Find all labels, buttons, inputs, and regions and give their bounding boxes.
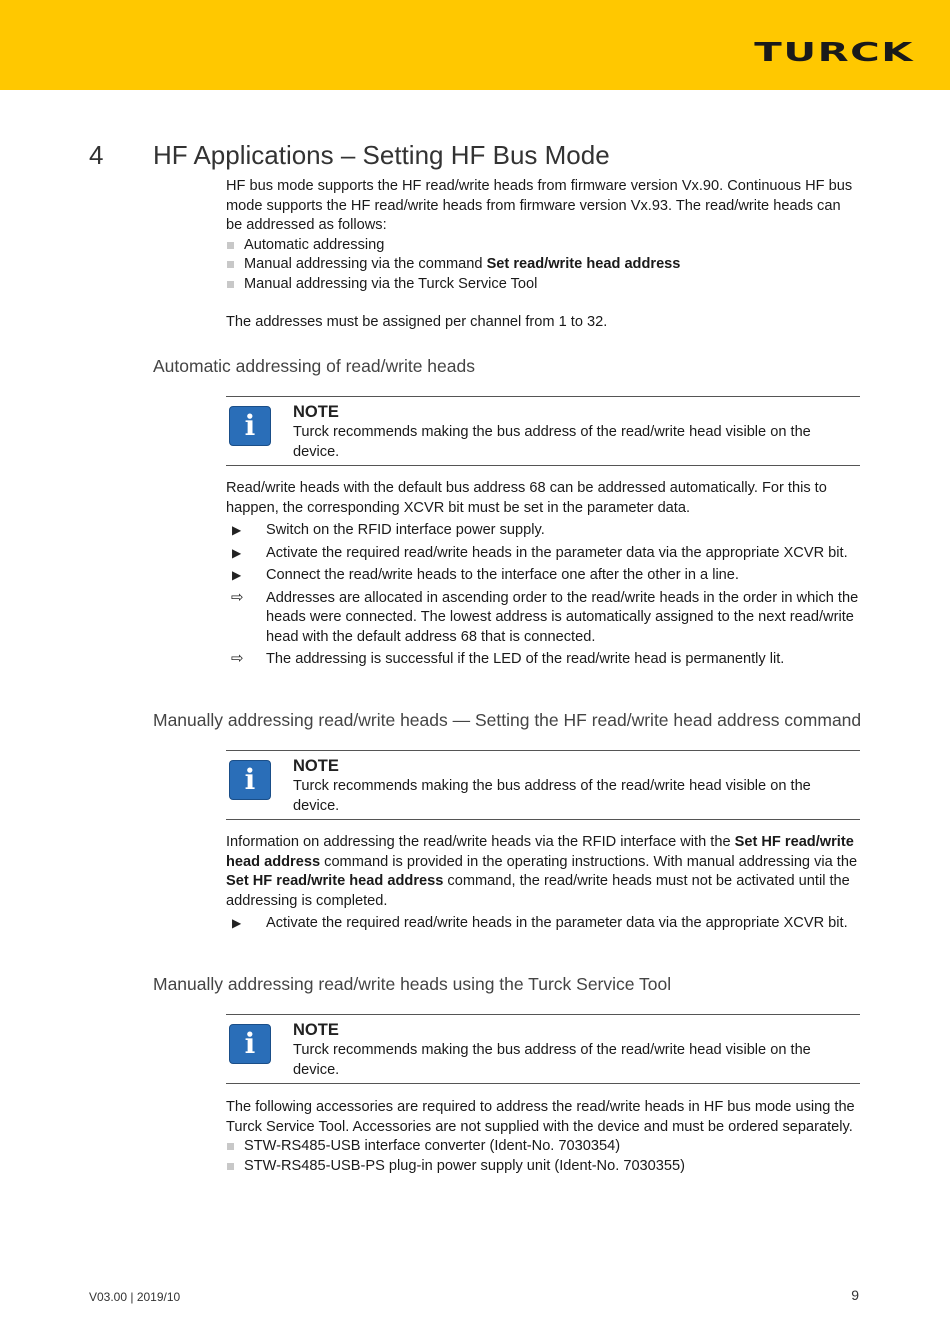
note-box <box>226 396 860 466</box>
list-item: Automatic addressing <box>226 236 860 256</box>
result-step: ⇨ The addressing is successful if the LED of the read/write head is permanently lit. <box>231 650 785 667</box>
intro-paragraph: HF bus mode supports the HF read/write heads from firmware version Vx.90. Continuous HF bus mode supports the HF read/write heads from firmware version Vx.93. The read/write heads can be addressed as follows: <box>226 178 853 233</box>
bullet-square-icon <box>227 261 234 268</box>
section3-paragraph: The following accessories are required to address the read/write heads in HF bus mode using the Turck Service Tool. Accessories are not supplied with the device and must be ordered separately. <box>226 1099 855 1135</box>
result-step: ⇨ Addresses are allocated in ascending order to the read/write heads in the order in which the heads were connected. The lowest address is automatically assigned to the next read/write head with the default address 68 that is connected. <box>231 588 859 645</box>
action-step: ▶ Activate the required read/write heads in the parameter data via the appropriate XCVR bit. <box>226 544 860 564</box>
list-item: STW-RS485-USB-PS plug-in power supply unit (Ident-No. 7030355) <box>226 1157 860 1177</box>
action-arrow-icon: ▶ <box>232 545 242 560</box>
note-label: NOTE <box>293 1021 339 1039</box>
addressing-methods-list <box>226 236 860 295</box>
bullet-square-icon <box>227 1143 234 1150</box>
accessories-list <box>226 1137 860 1176</box>
note-box <box>226 1014 860 1084</box>
section1-body <box>226 479 860 670</box>
note-label: NOTE <box>293 757 339 775</box>
bullet-square-icon <box>227 281 234 288</box>
list-item: Manual addressing via the command Set read/write head address <box>226 255 860 275</box>
addresses-paragraph: The addresses must be assigned per channel from 1 to 32. <box>226 314 608 330</box>
note-box <box>226 750 860 820</box>
result-arrow-icon: ⇨ <box>231 650 244 667</box>
chapter-number: 4 <box>89 140 104 170</box>
note-label: NOTE <box>293 403 339 421</box>
bullet-square-icon <box>227 242 234 249</box>
note-text: Turck recommends making the bus address of the read/write head visible on the device. <box>293 424 811 460</box>
section1-paragraph: Read/write heads with the default bus address 68 can be addressed automatically. For this to happen, the corresponding XCVR bit must be set in the parameter data. <box>226 480 827 516</box>
info-icon: i <box>229 406 271 446</box>
section-heading-automatic: Automatic addressing of read/write heads <box>153 356 475 376</box>
action-arrow-icon: ▶ <box>232 916 242 930</box>
bullet-square-icon <box>227 1163 234 1170</box>
action-arrow-icon: ▶ <box>232 568 242 582</box>
info-icon: i <box>229 760 271 800</box>
info-icon: i <box>229 1024 271 1064</box>
action-step: ▶ Switch on the RFID interface power supply. <box>226 521 860 541</box>
action-step: ▶ Activate the required read/write heads in the parameter data via the appropriate XCVR bit. <box>226 914 860 934</box>
footer-version: V03.00 | 2019/10 <box>89 1290 181 1304</box>
action-step: ▶ Connect the read/write heads to the interface one after the other in a line. <box>226 566 860 586</box>
page-header-band <box>0 0 950 90</box>
page-number: 9 <box>851 1287 859 1303</box>
list-item: Manual addressing via the Turck Service Tool <box>226 275 860 295</box>
turck-logo: TURCK <box>754 38 914 68</box>
result-arrow-icon: ⇨ <box>231 588 244 606</box>
note-text: Turck recommends making the bus address of the read/write head visible on the device. <box>293 1042 811 1078</box>
note-text: Turck recommends making the bus address of the read/write head visible on the device. <box>293 778 811 814</box>
section2-paragraph: Information on addressing the read/write heads via the RFID interface with the Set HF read/write head address command is provided in the operating instructions. With manual addressing via the Set HF read/write head address command, the read/write heads must not be activated until the addressing is completed. <box>226 834 858 909</box>
action-arrow-icon: ▶ <box>232 523 242 537</box>
chapter-title: HF Applications – Setting HF Bus Mode <box>153 140 610 170</box>
section2-steps <box>226 914 860 934</box>
section2-body <box>226 833 860 934</box>
section-heading-service-tool: Manually addressing read/write heads using the Turck Service Tool <box>153 974 672 994</box>
section1-steps <box>226 521 860 670</box>
list-item: STW-RS485-USB interface converter (Ident-No. 7030354) <box>226 1137 860 1157</box>
section3-body <box>226 1098 860 1176</box>
intro-block <box>226 177 860 333</box>
section-heading-manual-command: Manually addressing read/write heads — Setting the HF read/write head address command <box>153 710 862 730</box>
